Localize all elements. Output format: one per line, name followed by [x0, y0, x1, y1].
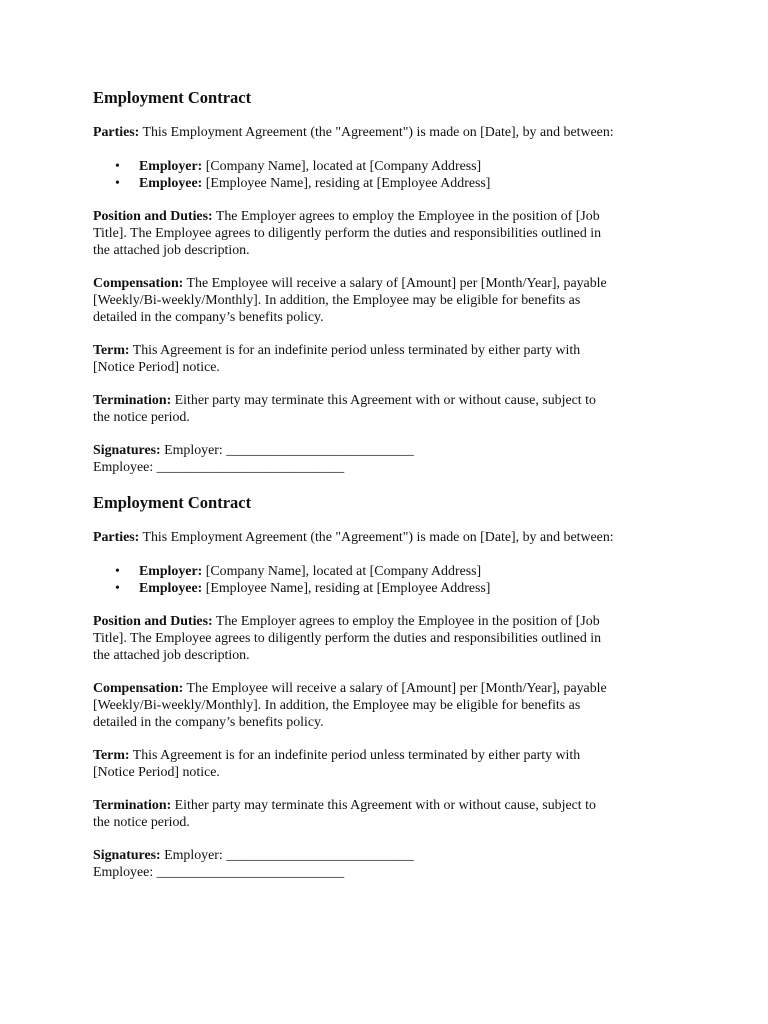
duties-label: Position and Duties:	[93, 209, 213, 224]
duties-line: the attached job description.	[93, 243, 250, 258]
contract-section	[93, 493, 693, 881]
compensation-line: [Weekly/Bi-weekly/Monthly]. In addition, the Employee may be eligible for benefits as	[93, 698, 581, 713]
employee-text: [Employee Name], residing at [Employee Address]	[202, 176, 491, 191]
employer-text: [Company Name], located at [Company Address]	[202, 159, 482, 174]
duties-label: Position and Duties:	[93, 614, 213, 629]
termination-label: Termination:	[93, 393, 172, 408]
term-label: Term:	[93, 343, 130, 358]
parties-label: Parties:	[93, 530, 140, 545]
compensation-paragraph	[93, 275, 693, 326]
section-title: Employment Contract	[93, 493, 252, 512]
compensation-label: Compensation:	[93, 276, 184, 291]
parties-paragraph	[93, 124, 693, 141]
employee-label: Employee:	[139, 581, 203, 596]
compensation-line: The Employee will receive a salary of [Amount] per [Month/Year], payable	[183, 681, 607, 696]
parties-list	[93, 158, 693, 192]
signatures-paragraph	[93, 847, 693, 881]
compensation-line: detailed in the company’s benefits policy.	[93, 715, 324, 730]
compensation-line: [Weekly/Bi-weekly/Monthly]. In addition, the Employee may be eligible for benefits as	[93, 293, 581, 308]
termination-line: Either party may terminate this Agreement with or without cause, subject to	[171, 393, 596, 408]
employee-label: Employee:	[139, 176, 203, 191]
employee-text: [Employee Name], residing at [Employee Address]	[202, 581, 491, 596]
bullet-icon: •	[115, 176, 120, 191]
contract-section	[93, 88, 693, 476]
parties-paragraph	[93, 529, 693, 546]
termination-label: Termination:	[93, 798, 172, 813]
employer-signature-line: Employer: ___________________________	[160, 443, 414, 458]
employee-signature-line: Employee: ___________________________	[93, 865, 345, 880]
parties-text: This Employment Agreement (the "Agreement") is made on [Date], by and between:	[139, 530, 614, 545]
document-page	[93, 88, 693, 881]
employer-signature-line: Employer: ___________________________	[160, 848, 414, 863]
employer-label: Employer:	[139, 564, 203, 579]
duties-line: Title]. The Employee agrees to diligently perform the duties and responsibilities outlined in	[93, 631, 602, 646]
duties-paragraph	[93, 208, 693, 259]
employer-label: Employer:	[139, 159, 203, 174]
list-item	[93, 563, 693, 580]
compensation-paragraph	[93, 680, 693, 731]
term-paragraph	[93, 747, 693, 781]
list-item	[93, 580, 693, 597]
bullet-icon: •	[115, 564, 120, 579]
term-line: [Notice Period] notice.	[93, 360, 220, 375]
termination-line: Either party may terminate this Agreement with or without cause, subject to	[171, 798, 596, 813]
list-item	[93, 175, 693, 192]
compensation-line: detailed in the company’s benefits policy.	[93, 310, 324, 325]
duties-paragraph	[93, 613, 693, 664]
duties-line: The Employer agrees to employ the Employee in the position of [Job	[212, 614, 600, 629]
term-line: This Agreement is for an indefinite period unless terminated by either party with	[129, 343, 581, 358]
signatures-label: Signatures:	[93, 848, 161, 863]
employer-text: [Company Name], located at [Company Address]	[202, 564, 482, 579]
duties-line: Title]. The Employee agrees to diligently perform the duties and responsibilities outlined in	[93, 226, 602, 241]
termination-line: the notice period.	[93, 815, 190, 830]
bullet-icon: •	[115, 581, 120, 596]
termination-paragraph	[93, 797, 693, 831]
parties-text: This Employment Agreement (the "Agreement") is made on [Date], by and between:	[139, 125, 614, 140]
term-label: Term:	[93, 748, 130, 763]
employee-signature-line: Employee: ___________________________	[93, 460, 345, 475]
list-item	[93, 158, 693, 175]
termination-line: the notice period.	[93, 410, 190, 425]
signatures-label: Signatures:	[93, 443, 161, 458]
termination-paragraph	[93, 392, 693, 426]
term-line: [Notice Period] notice.	[93, 765, 220, 780]
term-line: This Agreement is for an indefinite period unless terminated by either party with	[129, 748, 581, 763]
parties-list	[93, 563, 693, 597]
duties-line: The Employer agrees to employ the Employee in the position of [Job	[212, 209, 600, 224]
parties-label: Parties:	[93, 125, 140, 140]
bullet-icon: •	[115, 159, 120, 174]
duties-line: the attached job description.	[93, 648, 250, 663]
compensation-line: The Employee will receive a salary of [Amount] per [Month/Year], payable	[183, 276, 607, 291]
section-title: Employment Contract	[93, 88, 252, 107]
term-paragraph	[93, 342, 693, 376]
signatures-paragraph	[93, 442, 693, 476]
compensation-label: Compensation:	[93, 681, 184, 696]
